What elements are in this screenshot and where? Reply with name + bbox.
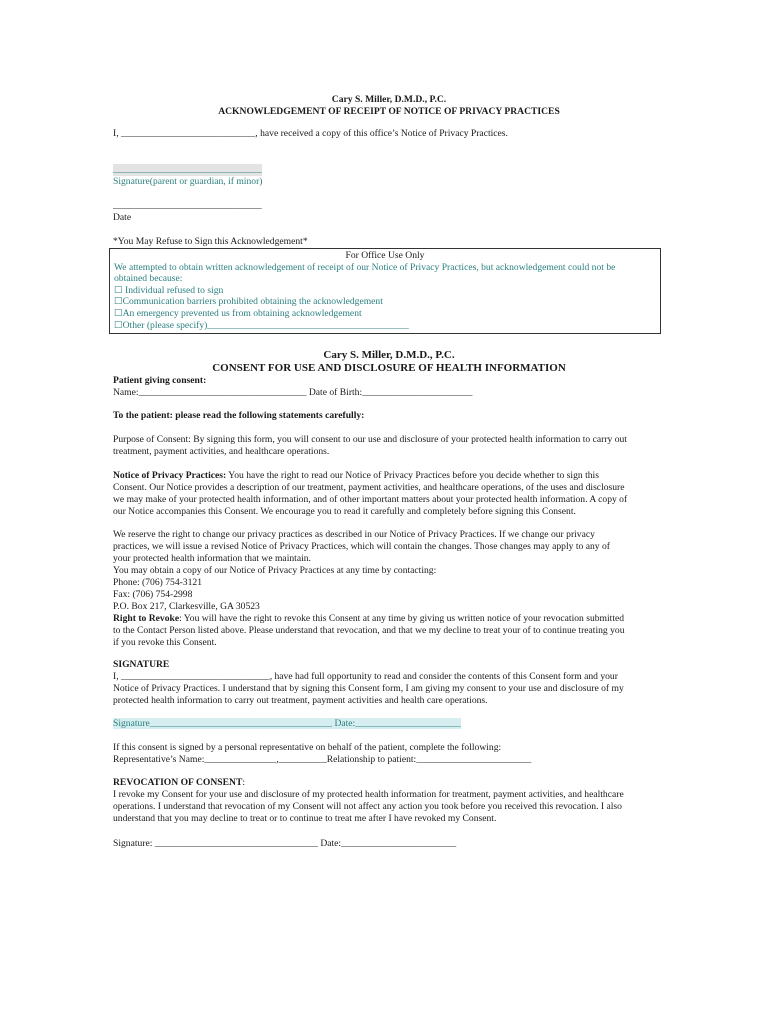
notice-heading: Notice of Privacy Practices:	[113, 470, 227, 481]
reserve-line: your protected health information that we maintain.	[113, 553, 311, 564]
purpose-line: Purpose of Consent: By signing this form, you will consent to our use and disclosure of your protected health information to carry out	[113, 434, 627, 445]
read-heading: To the patient: please read the following statements carefully:	[113, 410, 365, 421]
representative-note: If this consent is signed by a personal representative on behalf of the patient, complete the following:	[113, 742, 502, 753]
ack-refuse-note: *You May Refuse to Sign this Acknowledgement*	[113, 236, 308, 247]
signature-statement: protected health information to carry out treatment, payment activities and health care operations.	[113, 695, 488, 706]
reserve-line: We reserve the right to change our privacy practices as described in our Notice of Privacy Practices. If we change our privacy	[113, 529, 595, 540]
revocation-line: understand that you may decline to treat or to continue to treat me after I have revoked my Consent.	[113, 813, 497, 824]
ack-title: ACKNOWLEDGEMENT OF RECEIPT OF NOTICE OF PRIVACY PRACTICES	[218, 106, 560, 117]
acknowledgement-section	[113, 94, 665, 118]
office-use-text-2: obtained because:	[114, 273, 183, 285]
office-use-heading: For Office Use Only	[345, 250, 425, 261]
signature-section	[113, 659, 665, 707]
patient-name-dob-field[interactable]: Name:___________________________________ Date of Birth:_______________________	[113, 387, 473, 398]
signature-statement[interactable]: I, _______________________________, have had full opportunity to read and consider the contents of this Consent form and your	[113, 671, 618, 682]
representative-fields[interactable]: Representative’s Name:_______________,__________Relationship to patient:________________________	[113, 754, 532, 765]
notice-line: Consent. Our Notice provides a description of our treatment, payment activities, and healthcare operations, of the uses and disclosure	[113, 482, 625, 493]
emergency-checkbox[interactable]: ☐An emergency prevented us from obtaining acknowledgement	[114, 307, 362, 319]
reserve-line: practices, we will issue a revised Notice of Privacy Practices, which will contain the changes. Those changes may apply to any of	[113, 541, 610, 552]
reserve-paragraph	[113, 529, 665, 649]
ack-signature-field[interactable]: _______________________________	[113, 164, 262, 175]
consent-signature-date-field[interactable]: Signature______________________________________ Date:______________________	[113, 718, 461, 729]
purpose-paragraph	[113, 434, 665, 458]
contact-phone: Phone: (706) 754-3121	[113, 577, 202, 588]
ack-practice-name: Cary S. Miller, D.M.D., P.C.	[331, 94, 447, 105]
notice-paragraph	[113, 470, 665, 518]
refused-checkbox[interactable]: ☐ Individual refused to sign	[114, 284, 224, 296]
ack-date-label: Date	[113, 212, 132, 223]
consent-practice-name: Cary S. Miller, D.M.D., P.C.	[323, 349, 455, 361]
revocation-colon: :	[242, 777, 246, 788]
revocation-signature-date-field[interactable]: Signature: __________________________________ Date:________________________	[113, 838, 457, 849]
signature-statement: Notice of Privacy Practices. I understand that by signing this Consent form, I am giving my consent to your use and disclosure of my	[113, 683, 624, 694]
patient-label: Patient giving consent:	[113, 375, 207, 386]
revoke-heading: Right to Revoke	[113, 613, 180, 624]
obtain-line: You may obtain a copy of our Notice of Privacy Practices at any time by contacting:	[113, 565, 437, 576]
office-use-box	[109, 248, 661, 334]
revocation-heading: REVOCATION OF CONSENT	[113, 777, 243, 788]
revoke-line: : You will have the right to revoke this Consent at any time by giving us written notice of your revocation submitted	[179, 613, 625, 624]
revoke-line: if you revoke this Consent.	[113, 637, 217, 648]
ack-date-field[interactable]: _______________________________	[113, 200, 262, 211]
contact-fax: Fax: (706) 754-2998	[113, 589, 193, 600]
signature-heading: SIGNATURE	[113, 659, 170, 670]
other-checkbox[interactable]: ☐Other (please specify)__________________________________________	[114, 319, 409, 331]
representative-section	[113, 742, 665, 766]
revocation-section	[113, 777, 665, 825]
revoke-line: to the Contact Person listed above. Please understand that revocation, and that we my decline to treat your of to continue treating you	[113, 625, 625, 636]
communication-barrier-checkbox[interactable]: ☐Communication barriers prohibited obtaining the acknowledgement	[114, 296, 383, 308]
notice-line: You have the right to read our Notice of Privacy Practices before you decide whether to sign this	[226, 470, 599, 481]
ack-received-line[interactable]: I, ____________________________, have received a copy of this office’s Notice of Privacy Practices.	[113, 128, 508, 139]
revocation-line: I revoke my Consent for your use and disclosure of my protected health information for treatment, payment activities, and healthcare	[113, 789, 624, 800]
notice-line: we may make of your protected health information, and of other important matters about your protected health information. A copy of	[113, 494, 628, 505]
office-use-text: We attempted to obtain written acknowledgement of receipt of our Notice of Privacy Practices, but acknowledgement could not be	[114, 261, 616, 273]
revocation-line: operations. I understand that revocation of my Consent will not affect any action you took before you received this revocation. I also	[113, 801, 622, 812]
contact-address: P.O. Box 217, Clarkesville, GA 30523	[113, 601, 260, 612]
consent-title: CONSENT FOR USE AND DISCLOSURE OF HEALTH INFORMATION	[212, 362, 566, 374]
ack-signature-label: Signature(parent or guardian, if minor)	[113, 176, 263, 187]
consent-section	[113, 349, 665, 399]
notice-line: our Notice accompanies this Consent. We encourage you to read it carefully and completely before signing this Consent.	[113, 506, 576, 517]
purpose-line: treatment, payment activities, and healthcare operations.	[113, 446, 330, 457]
